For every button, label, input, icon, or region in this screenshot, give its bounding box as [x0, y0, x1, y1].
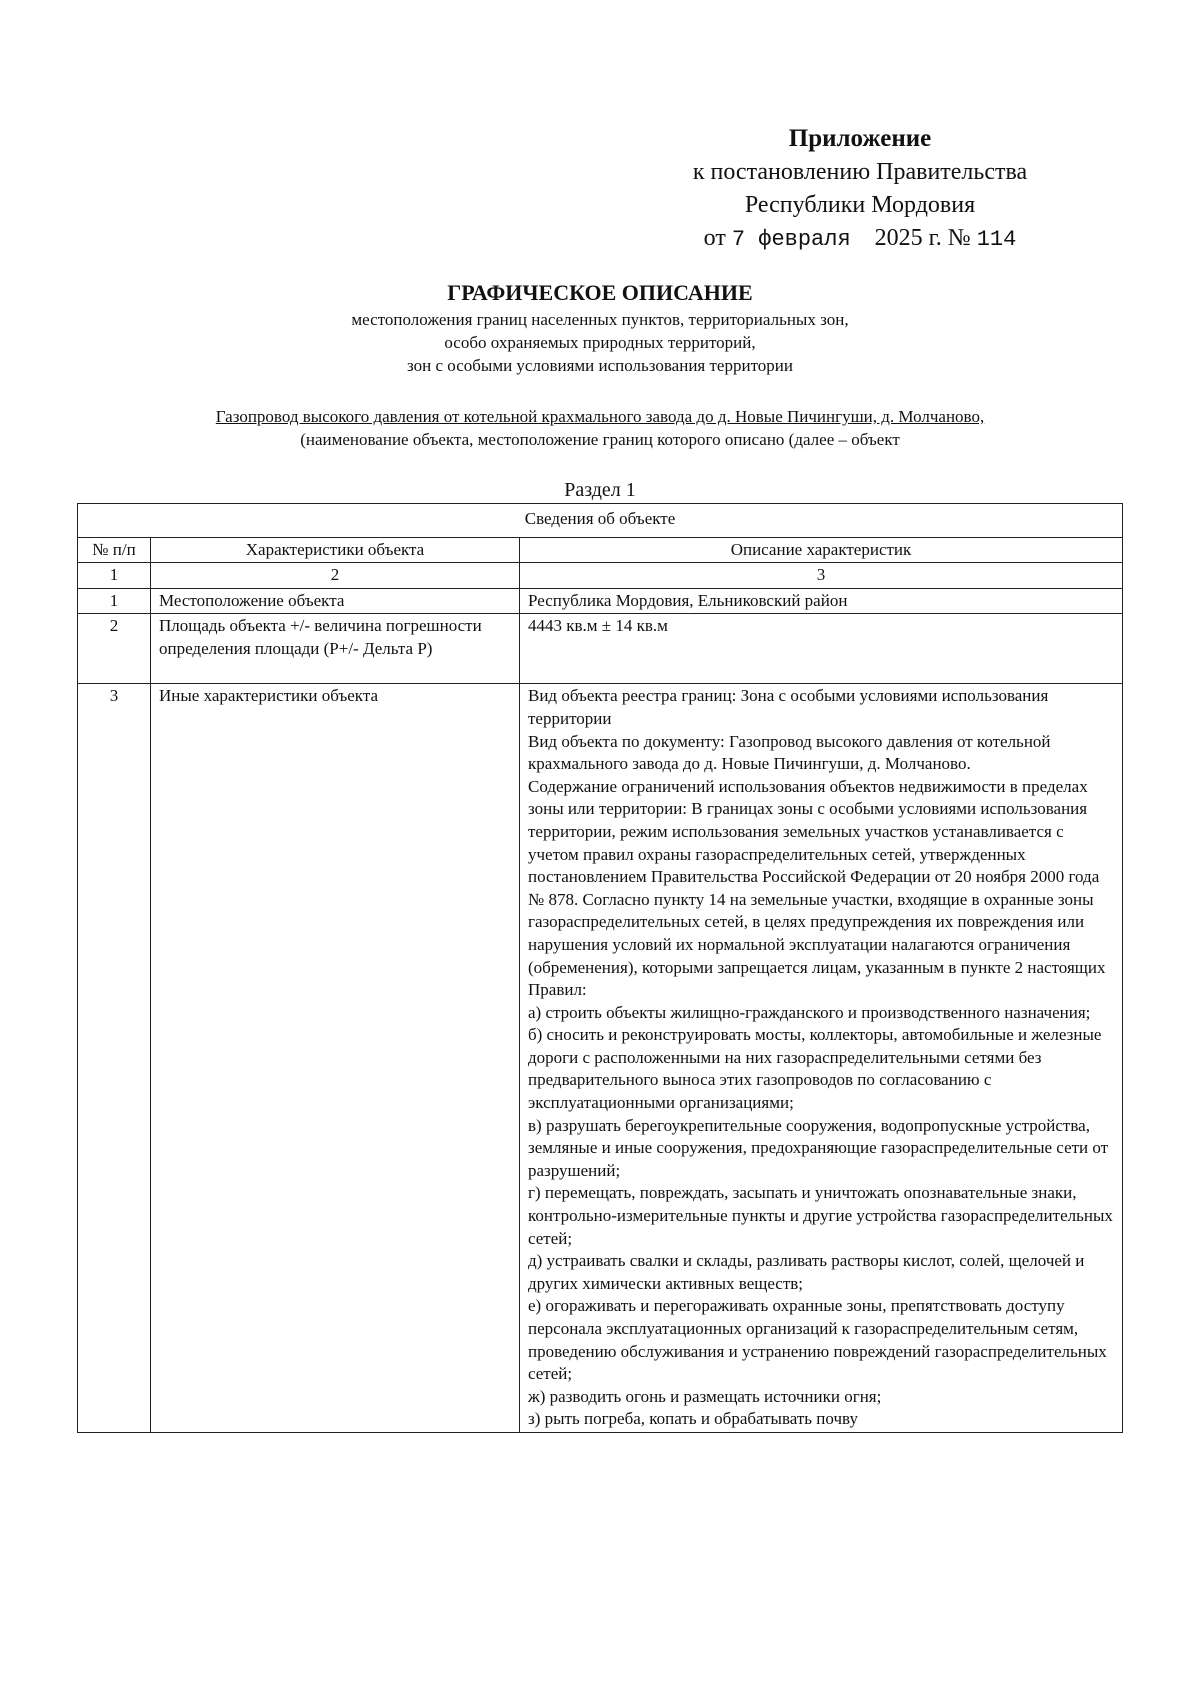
description-paragraph: Содержание ограничений использования объектов недвижимости в пределах зоны или территории: В границах зоны с особыми условиями использования территории, режим использования земельных участков устанавливается с учетом правил охраны газораспределительных сетей, утвержденных постановлением Правительства Российской Федерации от 20 ноября 2000 года № 878. Согласно пункту 14 на земельные участки, входящие в охранные зоны газораспределительных сетей, в целях предупреждения их повреждения или нарушения условий их нормальной эксплуатации налагаются ограничения (обременения), которыми запрещается лицам, указанным в пункте 2 настоящих Правил:: [528, 776, 1106, 1000]
header-description: Описание характеристик: [520, 537, 1123, 563]
row-description: [520, 588, 1123, 614]
object-info-table: [77, 503, 1123, 1433]
description-paragraph: а) строить объекты жилищно-гражданского и производственного назначения;: [528, 1002, 1091, 1022]
header-characteristic: Характеристики объекта: [151, 537, 520, 563]
description-paragraph: з) рыть погреба, копать и обрабатывать почву: [528, 1409, 858, 1429]
table-caption-row: [78, 504, 1123, 538]
date-day-month: 7 февраля: [731, 227, 851, 252]
description-paragraph: д) устраивать свалки и склады, разливать растворы кислот, солей, щелочей и других химически активных веществ;: [528, 1251, 1085, 1293]
object-name: Газопровод высокого давления от котельной крахмального завода до д. Новые Пичингуши, д. Молчаново,: [215, 407, 985, 426]
row-number: 3: [78, 684, 151, 1433]
document-subtitle-3: зон с особыми условиями использования территории: [407, 356, 793, 375]
table-column-numbers-row: [78, 563, 1123, 589]
description-paragraph: ж) разводить огонь и размещать источники огня;: [528, 1386, 882, 1406]
appendix-title: Приложение: [788, 125, 932, 152]
section-label: Раздел 1: [564, 479, 636, 501]
row-number: 2: [78, 614, 151, 684]
decree-number: 114: [976, 227, 1017, 252]
column-number-1: 1: [78, 563, 151, 589]
appendix-block: [640, 122, 1080, 256]
table-caption: Сведения об объекте: [78, 504, 1123, 538]
object-name-note: (наименование объекта, местоположение границ которого описано (далее – объект: [300, 430, 900, 449]
date-year: 2025 г. №: [874, 225, 971, 251]
object-name-block: [100, 405, 1100, 451]
description-paragraph: Республика Мордовия, Ельниковский район: [528, 590, 848, 610]
document-title: ГРАФИЧЕСКОЕ ОПИСАНИЕ: [447, 280, 753, 305]
column-number-2: 2: [151, 563, 520, 589]
description-paragraph: е) огораживать и перегораживать охранные зоны, препятствовать доступу персонала эксплуатационных организаций к газораспределительным сетям, проведению обслуживания и устранению повреждений газораспределительных сетей;: [528, 1296, 1107, 1384]
appendix-date-line: [640, 222, 1080, 256]
description-paragraph: Вид объекта по документу: Газопровод высокого давления от котельной крахмального завода до д. Новые Пичингуши, д. Молчаново.: [528, 731, 1051, 774]
document-heading: [130, 278, 1070, 377]
description-paragraph: г) перемещать, повреждать, засыпать и уничтожать опознавательные знаки, контрольно-измерительные пункты и другие устройства газораспределительных сетей;: [528, 1183, 1113, 1248]
row-characteristic: Местоположение объекта: [151, 588, 520, 614]
document-subtitle-2: особо охраняемых природных территорий,: [444, 333, 756, 352]
header-number: № п/п: [78, 537, 151, 563]
description-paragraph: б) сносить и реконструировать мосты, коллекторы, автомобильные и железные дороги с расположенными на них газораспределительными сетями без предварительного выноса этих газопроводов по согласованию с эксплуатационными организациями;: [528, 1025, 1102, 1113]
description-paragraph: Вид объекта реестра границ: Зона с особыми условиями использования территории: [528, 686, 1049, 728]
appendix-line-1: к постановлению Правительства: [692, 159, 1028, 185]
description-paragraph: в) разрушать берегоукрепительные сооружения, водопропускные устройства, земляные и иные сооружения, предохраняющие газораспределительные сети от разрушений;: [528, 1115, 1109, 1180]
row-description: [520, 614, 1123, 684]
table-row: [78, 588, 1123, 614]
document-subtitle-1: местоположения границ населенных пунктов, территориальных зон,: [351, 310, 849, 329]
row-number: 1: [78, 588, 151, 614]
row-characteristic: Иные характеристики объекта: [151, 684, 520, 1433]
table-row: [78, 614, 1123, 684]
table-header-row: [78, 537, 1123, 563]
column-number-3: 3: [520, 563, 1123, 589]
row-description: [520, 684, 1123, 1433]
date-prefix: от: [703, 225, 726, 251]
table-row: [78, 684, 1123, 1433]
row-characteristic: Площадь объекта +/- величина погрешности определения площади (P+/- Дельта P): [151, 614, 520, 684]
appendix-line-2: Республики Мордовия: [744, 192, 976, 218]
description-paragraph: 4443 кв.м ± 14 кв.м: [528, 616, 668, 636]
